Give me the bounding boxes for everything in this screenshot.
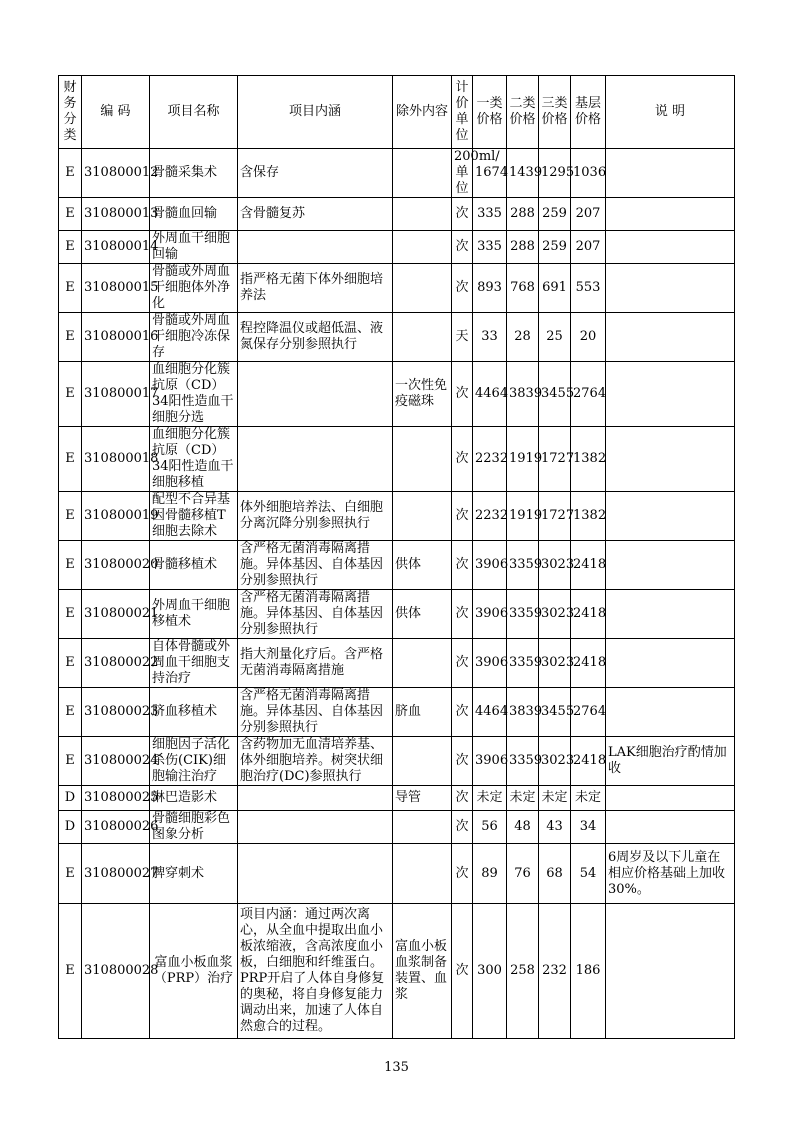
cell-price-3: 3455 (539, 688, 571, 737)
cell-price-3: 3023 (539, 639, 571, 688)
header-content: 项目内涵 (238, 76, 393, 149)
cell-category: E (59, 541, 82, 590)
cell-note (606, 362, 735, 427)
page-number: 135 (384, 1060, 409, 1075)
cell-price-1: 2232 (473, 427, 507, 492)
cell-unit: 天 (452, 313, 473, 362)
cell-price-2: 未定 (507, 786, 539, 811)
cell-name: 骨髓或外周血干细胞冷冻保存 (150, 313, 238, 362)
cell-price-2: 48 (507, 811, 539, 844)
cell-price-3: 232 (539, 904, 571, 1039)
cell-price-1: 4464 (473, 688, 507, 737)
cell-note (606, 149, 735, 198)
cell-note (606, 198, 735, 231)
cell-price-2: 28 (507, 313, 539, 362)
cell-category: E (59, 149, 82, 198)
cell-category: E (59, 313, 82, 362)
cell-code: 310800021 (82, 590, 150, 639)
cell-category: E (59, 492, 82, 541)
cell-price-3: 3023 (539, 590, 571, 639)
cell-price-4: 未定 (571, 786, 606, 811)
cell-note (606, 786, 735, 811)
cell-category: E (59, 737, 82, 786)
cell-name: 外周血干细胞回输 (150, 231, 238, 264)
header-exclusion: 除外内容 (393, 76, 452, 149)
cell-name: 淋巴造影术 (150, 786, 238, 811)
cell-unit: 次 (452, 811, 473, 844)
cell-code: 310800023 (82, 688, 150, 737)
cell-content: 指严格无菌下体外细胞培养法 (238, 264, 393, 313)
table-row (59, 639, 735, 688)
header-price-1: 一类价格 (473, 76, 507, 149)
cell-exclusion (393, 149, 452, 198)
cell-note (606, 492, 735, 541)
cell-content: 含严格无菌消毒隔离措施。异体基因、自体基因分别参照执行 (238, 541, 393, 590)
cell-price-4: 2418 (571, 590, 606, 639)
cell-code: 310800016 (82, 313, 150, 362)
cell-content (238, 811, 393, 844)
cell-name: 脐血移植术 (150, 688, 238, 737)
cell-price-1: 3906 (473, 541, 507, 590)
cell-content: 含药物加无血清培养基、体外细胞培养。树突状细胞治疗(DC)参照执行 (238, 737, 393, 786)
cell-code: 310800014 (82, 231, 150, 264)
cell-unit: 次 (452, 427, 473, 492)
cell-price-2: 1919 (507, 427, 539, 492)
cell-name: 骨髓采集术 (150, 149, 238, 198)
table-row (59, 264, 735, 313)
cell-price-2: 258 (507, 904, 539, 1039)
cell-category: D (59, 786, 82, 811)
cell-content: 体外细胞培养法、白细胞分离沉降分别参照执行 (238, 492, 393, 541)
cell-exclusion: 供体 (393, 590, 452, 639)
cell-name: 骨髓移植术 (150, 541, 238, 590)
cell-code: 310800028 (82, 904, 150, 1039)
cell-price-1: 未定 (473, 786, 507, 811)
cell-exclusion (393, 492, 452, 541)
cell-unit: 次 (452, 198, 473, 231)
table-row (59, 198, 735, 231)
cell-content: 含保存 (238, 149, 393, 198)
header-cat: 财务分类 (59, 76, 82, 149)
cell-unit: 次 (452, 590, 473, 639)
header-price-2: 二类价格 (507, 76, 539, 149)
cell-price-2: 76 (507, 844, 539, 904)
cell-price-3: 未定 (539, 786, 571, 811)
cell-price-2: 3839 (507, 688, 539, 737)
table-row (59, 541, 735, 590)
cell-content: 含严格无菌消毒隔离措施。异体基因、自体基因分别参照执行 (238, 688, 393, 737)
cell-code: 310800018 (82, 427, 150, 492)
table-row (59, 688, 735, 737)
table-row (59, 149, 735, 198)
cell-price-2: 3359 (507, 639, 539, 688)
cell-unit: 次 (452, 786, 473, 811)
cell-price-3: 25 (539, 313, 571, 362)
cell-price-2: 768 (507, 264, 539, 313)
cell-name: 脾穿刺术 (150, 844, 238, 904)
header-unit: 计价单位 (452, 76, 473, 149)
cell-price-1: 2232 (473, 492, 507, 541)
cell-content: 指大剂量化疗后。含严格无菌消毒隔离措施 (238, 639, 393, 688)
cell-code: 310800022 (82, 639, 150, 688)
table-row (59, 904, 735, 1039)
cell-exclusion: 导管 (393, 786, 452, 811)
cell-price-2: 1439 (507, 149, 539, 198)
cell-price-3: 68 (539, 844, 571, 904)
cell-note (606, 231, 735, 264)
cell-price-4: 2418 (571, 737, 606, 786)
table-row (59, 811, 735, 844)
cell-exclusion (393, 427, 452, 492)
cell-price-4: 1382 (571, 427, 606, 492)
cell-content (238, 786, 393, 811)
cell-content (238, 231, 393, 264)
cell-price-3: 259 (539, 231, 571, 264)
cell-content (238, 844, 393, 904)
cell-price-1: 335 (473, 198, 507, 231)
cell-exclusion: 富血小板血浆制备装置、血浆 (393, 904, 452, 1039)
cell-category: E (59, 688, 82, 737)
cell-price-3: 3455 (539, 362, 571, 427)
cell-exclusion: 脐血 (393, 688, 452, 737)
cell-note (606, 427, 735, 492)
cell-content: 程控降温仪或超低温、液氮保存分别参照执行 (238, 313, 393, 362)
cell-price-1: 1674 (473, 149, 507, 198)
header-name: 项目名称 (150, 76, 238, 149)
cell-name: 自体骨髓或外周血干细胞支持治疗 (150, 639, 238, 688)
cell-price-4: 34 (571, 811, 606, 844)
cell-category: E (59, 198, 82, 231)
table-row (59, 492, 735, 541)
cell-content: 含严格无菌消毒隔离措施。异体基因、自体基因分别参照执行 (238, 590, 393, 639)
cell-note (606, 541, 735, 590)
cell-unit: 次 (452, 362, 473, 427)
cell-price-4: 207 (571, 198, 606, 231)
cell-name: 血细胞分化簇抗原（CD）34阳性造血干细胞移植 (150, 427, 238, 492)
cell-unit: 次 (452, 639, 473, 688)
cell-price-2: 3359 (507, 541, 539, 590)
cell-price-1: 33 (473, 313, 507, 362)
cell-price-2: 288 (507, 231, 539, 264)
cell-price-2: 3359 (507, 737, 539, 786)
cell-price-3: 1295 (539, 149, 571, 198)
cell-unit: 次 (452, 737, 473, 786)
cell-unit: 次 (452, 492, 473, 541)
cell-unit: 次 (452, 231, 473, 264)
cell-exclusion (393, 639, 452, 688)
cell-name: 富血小板血浆（PRP）治疗 (150, 904, 238, 1039)
header-price-4: 基层价格 (571, 76, 606, 149)
cell-name: 骨髓细胞彩色图象分析 (150, 811, 238, 844)
cell-price-3: 1727 (539, 492, 571, 541)
cell-exclusion: 一次性免疫磁珠 (393, 362, 452, 427)
cell-note (606, 590, 735, 639)
cell-category: E (59, 844, 82, 904)
cell-name: 骨髓血回输 (150, 198, 238, 231)
cell-name: 配型不合异基因骨髓移植T细胞去除术 (150, 492, 238, 541)
cell-code: 310800019 (82, 492, 150, 541)
cell-price-1: 3906 (473, 590, 507, 639)
cell-unit: 次 (452, 904, 473, 1039)
header-price-3: 三类价格 (539, 76, 571, 149)
cell-exclusion (393, 231, 452, 264)
cell-unit: 次 (452, 541, 473, 590)
fee-table (58, 75, 735, 1039)
table-row (59, 313, 735, 362)
cell-price-1: 89 (473, 844, 507, 904)
cell-price-1: 893 (473, 264, 507, 313)
cell-exclusion (393, 844, 452, 904)
cell-name: 血细胞分化簇抗原（CD）34阳性造血干细胞分选 (150, 362, 238, 427)
cell-category: E (59, 264, 82, 313)
cell-price-1: 335 (473, 231, 507, 264)
cell-category: E (59, 590, 82, 639)
cell-note (606, 811, 735, 844)
cell-category: E (59, 639, 82, 688)
cell-price-1: 3906 (473, 639, 507, 688)
cell-price-4: 207 (571, 231, 606, 264)
cell-content (238, 427, 393, 492)
cell-price-4: 1382 (571, 492, 606, 541)
cell-note (606, 904, 735, 1039)
cell-category: E (59, 904, 82, 1039)
cell-code: 310800027 (82, 844, 150, 904)
cell-code: 310800017 (82, 362, 150, 427)
table-row (59, 786, 735, 811)
cell-note (606, 639, 735, 688)
cell-price-2: 3839 (507, 362, 539, 427)
cell-unit: 200ml/单位 (452, 149, 473, 198)
table-row (59, 231, 735, 264)
cell-code: 310800012 (82, 149, 150, 198)
cell-exclusion (393, 737, 452, 786)
cell-code: 310800026 (82, 811, 150, 844)
table-row (59, 362, 735, 427)
cell-price-4: 2418 (571, 541, 606, 590)
cell-note: 6周岁及以下儿童在相应价格基础上加收30%。 (606, 844, 735, 904)
header-row (59, 76, 735, 149)
cell-price-1: 300 (473, 904, 507, 1039)
header-note: 说 明 (606, 76, 735, 149)
cell-price-4: 54 (571, 844, 606, 904)
cell-price-3: 1727 (539, 427, 571, 492)
cell-category: E (59, 231, 82, 264)
cell-code: 310800015 (82, 264, 150, 313)
cell-price-1: 4464 (473, 362, 507, 427)
cell-price-2: 288 (507, 198, 539, 231)
table-row (59, 427, 735, 492)
cell-code: 310800013 (82, 198, 150, 231)
cell-unit: 次 (452, 264, 473, 313)
cell-price-4: 1036 (571, 149, 606, 198)
cell-unit: 次 (452, 844, 473, 904)
cell-code: 310800025 (82, 786, 150, 811)
cell-name: 外周血干细胞移植术 (150, 590, 238, 639)
table-row (59, 844, 735, 904)
cell-price-4: 186 (571, 904, 606, 1039)
cell-price-1: 56 (473, 811, 507, 844)
cell-price-2: 3359 (507, 590, 539, 639)
cell-exclusion: 供体 (393, 541, 452, 590)
cell-category: D (59, 811, 82, 844)
cell-category: E (59, 427, 82, 492)
cell-price-4: 20 (571, 313, 606, 362)
cell-price-3: 43 (539, 811, 571, 844)
cell-exclusion (393, 811, 452, 844)
cell-note (606, 313, 735, 362)
cell-code: 310800024 (82, 737, 150, 786)
cell-price-3: 3023 (539, 737, 571, 786)
cell-code: 310800020 (82, 541, 150, 590)
cell-price-4: 2418 (571, 639, 606, 688)
cell-exclusion (393, 264, 452, 313)
cell-name: 细胞因子活化杀伤(CIK)细胞输注治疗 (150, 737, 238, 786)
cell-price-3: 3023 (539, 541, 571, 590)
cell-note (606, 688, 735, 737)
cell-price-2: 1919 (507, 492, 539, 541)
cell-price-4: 2764 (571, 688, 606, 737)
cell-price-3: 259 (539, 198, 571, 231)
cell-content: 含骨髓复苏 (238, 198, 393, 231)
cell-exclusion (393, 313, 452, 362)
cell-category: E (59, 362, 82, 427)
cell-note (606, 264, 735, 313)
cell-name: 骨髓或外周血干细胞体外净化 (150, 264, 238, 313)
header-code: 编 码 (82, 76, 150, 149)
cell-exclusion (393, 198, 452, 231)
table-row (59, 737, 735, 786)
cell-content (238, 362, 393, 427)
cell-price-1: 3906 (473, 737, 507, 786)
cell-unit: 次 (452, 688, 473, 737)
cell-content: 项目内涵：通过两次离心，从全血中提取出血小板浓缩液，含高浓度血小板，白细胞和纤维蛋白。PRP开启了人体自身修复的奥秘，将自身修复能力调动出来，加速了人体自然愈合的过程。 (238, 904, 393, 1039)
cell-price-3: 691 (539, 264, 571, 313)
cell-price-4: 553 (571, 264, 606, 313)
cell-note: LAK细胞治疗酌情加收 (606, 737, 735, 786)
table-row (59, 590, 735, 639)
cell-price-4: 2764 (571, 362, 606, 427)
